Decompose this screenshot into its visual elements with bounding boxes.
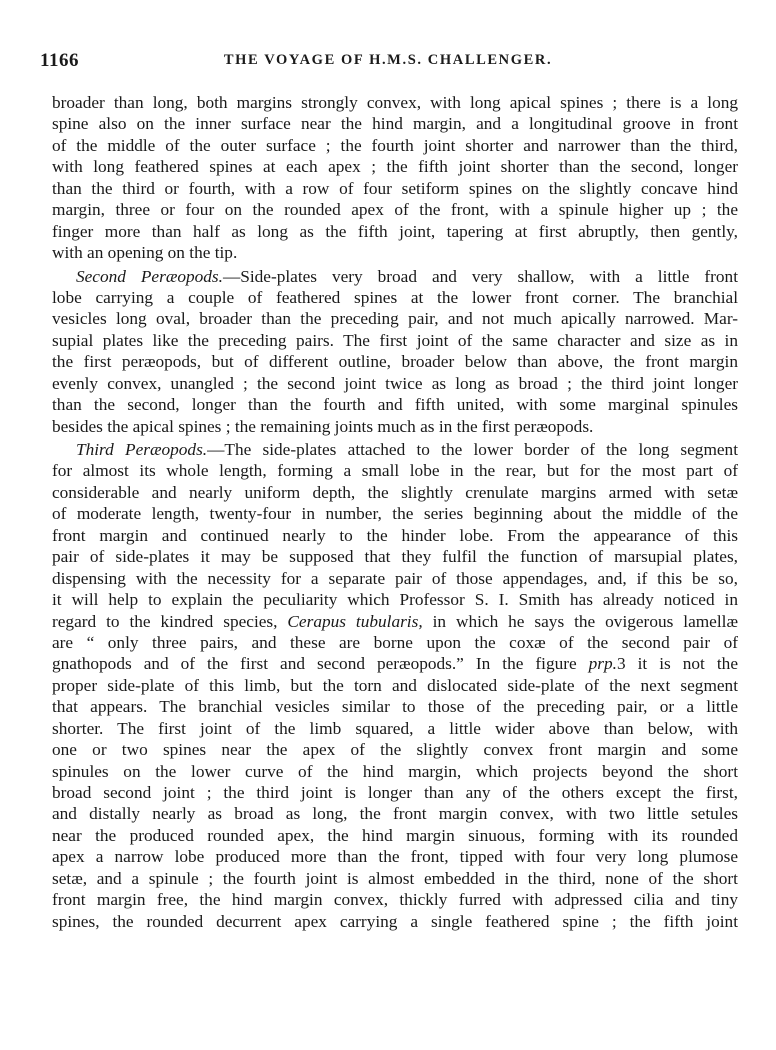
text-line: regard to the kindred species, Cerapus tubularis, in which he says the ovigerous lamellæ [52, 611, 738, 631]
text-line: one or two spines near the apex of the slightly convex front margin and some [52, 740, 738, 760]
text-line: it will help to explain the peculiarity which Professor S. I. Smith has already noticed in [52, 590, 738, 610]
text-line: apex a narrow lobe produced more than the front, tipped with four very long plumose [52, 847, 738, 867]
text-line: evenly convex, unangled ; the second joint twice as long as broad ; the third joint longer [52, 373, 738, 393]
text-line: than the third or fourth, with a row of four setiform spines on the slightly concave hind [52, 178, 738, 198]
text-line: gnathopods and of the first and second peræopods.” In the figure prp.3 it is not the [52, 654, 738, 674]
text-line: pair of side-plates it may be supposed that they fulfil the function of marsupial plates, [52, 547, 738, 567]
text-line: and distally nearly as broad as long, the front margin convex, with two little setules [52, 804, 738, 824]
text-line: shorter. The first joint of the limb squared, a little wider above than below, with [52, 718, 738, 738]
text-line: spines, the rounded decurrent apex carrying a single feathered spine ; the fifth joint [52, 911, 738, 931]
text-line: besides the apical spines ; the remaining joints much as in the first peræopods. [52, 416, 594, 436]
text-line: lobe carrying a couple of feathered spines at the lower front corner. The branchial [52, 287, 738, 307]
text-line: finger more than half as long as the fifth joint, tapering at first abruptly, then gently, [52, 221, 738, 241]
text-line: of the middle of the outer surface ; the fourth joint shorter and narrower than the third, [52, 135, 738, 155]
paragraph-third-peraeopods [52, 439, 738, 932]
section-heading: Second Peræopods. [76, 266, 223, 286]
text-line: for almost its whole length, forming a small lobe in the rear, but for the most part of [52, 461, 738, 481]
text-line: near the produced rounded apex, the hind margin sinuous, forming with its rounded [52, 825, 738, 845]
text-line: broader than long, both margins strongly convex, with long apical spines ; there is a long [52, 93, 738, 112]
text-line: supial plates like the preceding pairs. The first joint of the same character and size as in [52, 330, 738, 350]
text-line: broad second joint ; the third joint is longer than any of the others except the first, [52, 783, 738, 802]
text-line: proper side-plate of this limb, but the torn and dislocated side-plate of the next segment [52, 675, 738, 695]
text-line: with an opening on the tip. [52, 243, 238, 263]
text-line: with long feathered spines at each apex ; the fifth joint shorter than the second, longer [52, 157, 738, 177]
text-line: margin, three or four on the rounded apex of the front, with a spinule higher up ; the [52, 200, 738, 220]
running-head [40, 50, 736, 74]
text-line: vesicles long oval, broader than the preceding pair, and not much apically narrowed. Mar- [52, 309, 738, 329]
paragraph-continued [52, 92, 738, 264]
text-line: of moderate length, twenty-four in number, the series beginning about the middle of the [52, 504, 738, 524]
text-line: Second Peræopods.—Side-plates very broad and very shallow, with a little front [76, 266, 738, 286]
paragraph-second-peraeopods [52, 266, 738, 438]
text-line: spinules on the lower curve of the hind margin, which projects beyond the short [52, 761, 738, 781]
text-line: that appears. The branchial vesicles similar to those of the preceding pair, or a little [52, 697, 738, 717]
page-number: 1166 [40, 50, 79, 71]
text-line: spine also on the inner surface near the hind margin, and a longitudinal groove in front [52, 114, 738, 134]
body-text [52, 92, 738, 932]
text-line: front margin and continued nearly to the hinder lobe. From the appearance of this [52, 525, 738, 545]
species-name: Cerapus tubularis, [287, 611, 423, 631]
text-line: Third Peræopods.—The side-plates attached to the lower border of the long segment [76, 440, 738, 459]
text-line: than the second, longer than the fourth and fifth united, with some marginal spinules [52, 395, 738, 415]
running-title: THE VOYAGE OF H.M.S. CHALLENGER. [223, 52, 553, 68]
text-line: are “ only three pairs, and these are borne upon the coxæ of the second pair of [52, 632, 738, 652]
text-line: front margin free, the hind margin convex, thickly furred with adpressed cilia and tiny [52, 890, 738, 910]
text-line: the first peræopods, but of different outline, broader below than above, the front margin [52, 352, 738, 372]
text-line: dispensing with the necessity for a separate pair of those appendages, and, if this be so, [52, 568, 738, 588]
figure-reference: prp. [588, 654, 617, 674]
section-heading: Third Peræopods. [76, 440, 208, 459]
text-line: considerable and nearly uniform depth, the slightly crenulate margins armed with setæ [52, 482, 738, 502]
text-line: setæ, and a spinule ; the fourth joint is almost embedded in the third, none of the short [52, 868, 738, 888]
